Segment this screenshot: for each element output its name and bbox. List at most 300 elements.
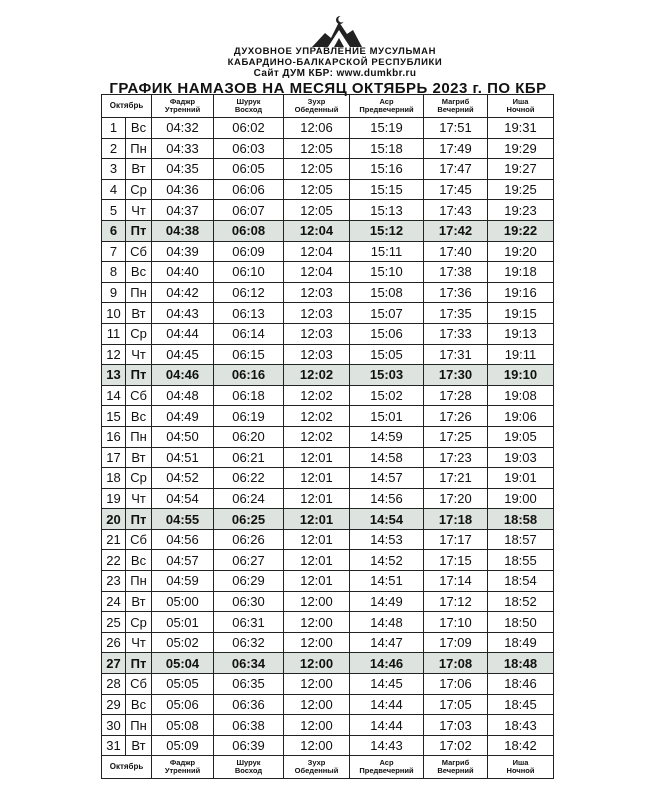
- fajr-time: 04:35: [152, 159, 214, 180]
- table-row: [102, 365, 554, 386]
- weekday: Ср: [126, 179, 152, 200]
- isha-time: 19:00: [488, 488, 554, 509]
- weekday: Пн: [126, 571, 152, 592]
- maghrib-time: 17:20: [424, 488, 488, 509]
- maghrib-time: 17:05: [424, 694, 488, 715]
- shuruk-footer: Шурук Восход: [214, 756, 284, 779]
- asr-time: 14:46: [350, 653, 424, 674]
- isha-time: 19:13: [488, 323, 554, 344]
- isha-time: 18:50: [488, 612, 554, 633]
- maghrib-time: 17:10: [424, 612, 488, 633]
- shuruk-time: 06:29: [214, 571, 284, 592]
- asr-time: 14:52: [350, 550, 424, 571]
- weekday: Пт: [126, 509, 152, 530]
- fajr-time: 05:08: [152, 715, 214, 736]
- weekday: Чт: [126, 344, 152, 365]
- table-row: [102, 241, 554, 262]
- weekday: Пн: [126, 715, 152, 736]
- maghrib-time: 17:02: [424, 735, 488, 756]
- isha-time: 18:48: [488, 653, 554, 674]
- zuhr-time: 12:00: [284, 715, 350, 736]
- weekday: Пн: [126, 282, 152, 303]
- zuhr-time: 12:00: [284, 674, 350, 695]
- isha-time: 19:22: [488, 220, 554, 241]
- maghrib-time: 17:08: [424, 653, 488, 674]
- shuruk-time: 06:25: [214, 509, 284, 530]
- table-row: [102, 323, 554, 344]
- zuhr-time: 12:04: [284, 220, 350, 241]
- fajr-time: 04:54: [152, 488, 214, 509]
- table-row: [102, 385, 554, 406]
- table-row: [102, 303, 554, 324]
- fajr-time: 04:48: [152, 385, 214, 406]
- fajr-time: 05:09: [152, 735, 214, 756]
- table-row: [102, 529, 554, 550]
- zuhr-time: 12:01: [284, 550, 350, 571]
- asr-time: 15:16: [350, 159, 424, 180]
- isha-time: 18:58: [488, 509, 554, 530]
- weekday: Вс: [126, 118, 152, 139]
- fajr-time: 04:51: [152, 447, 214, 468]
- asr-time: 14:44: [350, 715, 424, 736]
- weekday: Сб: [126, 674, 152, 695]
- weekday: Вт: [126, 447, 152, 468]
- maghrib-time: 17:36: [424, 282, 488, 303]
- maghrib-time: 17:14: [424, 571, 488, 592]
- fajr-time: 04:50: [152, 426, 214, 447]
- day-number: 19: [102, 488, 126, 509]
- day-number: 29: [102, 694, 126, 715]
- maghrib-time: 17:25: [424, 426, 488, 447]
- day-number: 17: [102, 447, 126, 468]
- shuruk-time: 06:02: [214, 118, 284, 139]
- zuhr-footer: Зухр Обеденный: [284, 756, 350, 779]
- day-number: 10: [102, 303, 126, 324]
- table-row: [102, 468, 554, 489]
- fajr-header: Фаджр Утренний: [152, 95, 214, 118]
- zuhr-time: 12:01: [284, 509, 350, 530]
- day-number: 28: [102, 674, 126, 695]
- table-row: [102, 571, 554, 592]
- day-number: 20: [102, 509, 126, 530]
- shuruk-time: 06:14: [214, 323, 284, 344]
- weekday: Пт: [126, 365, 152, 386]
- isha-time: 19:25: [488, 179, 554, 200]
- isha-time: 18:46: [488, 674, 554, 695]
- shuruk-time: 06:18: [214, 385, 284, 406]
- fajr-time: 04:42: [152, 282, 214, 303]
- table-row: [102, 406, 554, 427]
- zuhr-time: 12:01: [284, 529, 350, 550]
- isha-time: 19:10: [488, 365, 554, 386]
- isha-time: 18:42: [488, 735, 554, 756]
- maghrib-time: 17:45: [424, 179, 488, 200]
- asr-time: 14:56: [350, 488, 424, 509]
- isha-time: 19:16: [488, 282, 554, 303]
- asr-footer: Аср Предвечерний: [350, 756, 424, 779]
- asr-time: 14:49: [350, 591, 424, 612]
- fajr-time: 05:04: [152, 653, 214, 674]
- zuhr-time: 12:06: [284, 118, 350, 139]
- weekday: Сб: [126, 385, 152, 406]
- asr-time: 14:54: [350, 509, 424, 530]
- asr-time: 15:10: [350, 262, 424, 283]
- isha-time: 19:15: [488, 303, 554, 324]
- shuruk-time: 06:35: [214, 674, 284, 695]
- maghrib-time: 17:06: [424, 674, 488, 695]
- day-number: 15: [102, 406, 126, 427]
- isha-time: 19:05: [488, 426, 554, 447]
- zuhr-time: 12:02: [284, 426, 350, 447]
- zuhr-time: 12:01: [284, 447, 350, 468]
- day-number: 11: [102, 323, 126, 344]
- maghrib-time: 17:15: [424, 550, 488, 571]
- table-row: [102, 694, 554, 715]
- table-row: [102, 447, 554, 468]
- fajr-time: 04:46: [152, 365, 214, 386]
- day-number: 23: [102, 571, 126, 592]
- maghrib-time: 17:43: [424, 200, 488, 221]
- day-number: 30: [102, 715, 126, 736]
- isha-time: 19:27: [488, 159, 554, 180]
- asr-time: 14:57: [350, 468, 424, 489]
- isha-time: 18:57: [488, 529, 554, 550]
- shuruk-time: 06:26: [214, 529, 284, 550]
- asr-time: 14:58: [350, 447, 424, 468]
- day-number: 6: [102, 220, 126, 241]
- maghrib-time: 17:31: [424, 344, 488, 365]
- weekday: Ср: [126, 468, 152, 489]
- zuhr-time: 12:05: [284, 159, 350, 180]
- shuruk-time: 06:13: [214, 303, 284, 324]
- weekday: Ср: [126, 323, 152, 344]
- maghrib-time: 17:18: [424, 509, 488, 530]
- maghrib-time: 17:26: [424, 406, 488, 427]
- table-row: [102, 344, 554, 365]
- asr-time: 15:12: [350, 220, 424, 241]
- weekday: Чт: [126, 632, 152, 653]
- shuruk-time: 06:03: [214, 138, 284, 159]
- asr-time: 14:59: [350, 426, 424, 447]
- weekday: Пт: [126, 653, 152, 674]
- fajr-footer: Фаджр Утренний: [152, 756, 214, 779]
- isha-time: 19:06: [488, 406, 554, 427]
- day-number: 7: [102, 241, 126, 262]
- fajr-time: 04:40: [152, 262, 214, 283]
- fajr-time: 04:36: [152, 179, 214, 200]
- fajr-time: 04:57: [152, 550, 214, 571]
- fajr-time: 04:45: [152, 344, 214, 365]
- day-number: 24: [102, 591, 126, 612]
- maghrib-footer: Магриб Вечерний: [424, 756, 488, 779]
- day-number: 4: [102, 179, 126, 200]
- fajr-time: 04:44: [152, 323, 214, 344]
- asr-time: 15:02: [350, 385, 424, 406]
- zuhr-time: 12:03: [284, 344, 350, 365]
- table-header-row: [102, 95, 554, 118]
- isha-time: 18:52: [488, 591, 554, 612]
- shuruk-time: 06:32: [214, 632, 284, 653]
- isha-time: 19:08: [488, 385, 554, 406]
- zuhr-time: 12:04: [284, 241, 350, 262]
- shuruk-time: 06:22: [214, 468, 284, 489]
- maghrib-time: 17:12: [424, 591, 488, 612]
- shuruk-time: 06:21: [214, 447, 284, 468]
- zuhr-header: Зухр Обеденный: [284, 95, 350, 118]
- zuhr-time: 12:02: [284, 365, 350, 386]
- month-header: Октябрь: [102, 95, 152, 118]
- asr-time: 15:06: [350, 323, 424, 344]
- maghrib-header: Магриб Вечерний: [424, 95, 488, 118]
- month-footer: Октябрь: [102, 756, 152, 779]
- zuhr-time: 12:00: [284, 735, 350, 756]
- shuruk-time: 06:38: [214, 715, 284, 736]
- table-row: [102, 674, 554, 695]
- fajr-time: 04:49: [152, 406, 214, 427]
- asr-time: 15:08: [350, 282, 424, 303]
- weekday: Сб: [126, 529, 152, 550]
- zuhr-time: 12:00: [284, 632, 350, 653]
- shuruk-time: 06:06: [214, 179, 284, 200]
- zuhr-time: 12:02: [284, 385, 350, 406]
- table-row: [102, 591, 554, 612]
- weekday: Вс: [126, 694, 152, 715]
- website-line: Сайт ДУМ КБР: www.dumkbr.ru: [253, 68, 417, 79]
- asr-time: 15:13: [350, 200, 424, 221]
- asr-time: 15:03: [350, 365, 424, 386]
- shuruk-time: 06:39: [214, 735, 284, 756]
- shuruk-time: 06:07: [214, 200, 284, 221]
- maghrib-time: 17:33: [424, 323, 488, 344]
- zuhr-time: 12:00: [284, 612, 350, 633]
- shuruk-time: 06:15: [214, 344, 284, 365]
- zuhr-time: 12:02: [284, 406, 350, 427]
- maghrib-time: 17:03: [424, 715, 488, 736]
- day-number: 25: [102, 612, 126, 633]
- mountain-crescent-logo-icon: [312, 14, 362, 48]
- isha-time: 18:45: [488, 694, 554, 715]
- asr-time: 15:11: [350, 241, 424, 262]
- zuhr-time: 12:00: [284, 694, 350, 715]
- shuruk-time: 06:12: [214, 282, 284, 303]
- isha-time: 18:49: [488, 632, 554, 653]
- table-row: [102, 426, 554, 447]
- fajr-time: 05:01: [152, 612, 214, 633]
- fajr-time: 04:32: [152, 118, 214, 139]
- zuhr-time: 12:00: [284, 653, 350, 674]
- maghrib-time: 17:28: [424, 385, 488, 406]
- day-number: 2: [102, 138, 126, 159]
- shuruk-time: 06:24: [214, 488, 284, 509]
- maghrib-time: 17:47: [424, 159, 488, 180]
- maghrib-time: 17:49: [424, 138, 488, 159]
- weekday: Чт: [126, 488, 152, 509]
- maghrib-time: 17:51: [424, 118, 488, 139]
- asr-time: 14:53: [350, 529, 424, 550]
- fajr-time: 05:05: [152, 674, 214, 695]
- maghrib-time: 17:30: [424, 365, 488, 386]
- weekday: Пт: [126, 220, 152, 241]
- zuhr-time: 12:01: [284, 468, 350, 489]
- prayer-times-table: [101, 94, 554, 779]
- weekday: Вс: [126, 406, 152, 427]
- weekday: Вт: [126, 159, 152, 180]
- asr-time: 15:07: [350, 303, 424, 324]
- table-row: [102, 200, 554, 221]
- shuruk-time: 06:19: [214, 406, 284, 427]
- weekday: Вс: [126, 262, 152, 283]
- day-number: 31: [102, 735, 126, 756]
- table-row: [102, 488, 554, 509]
- table-row: [102, 220, 554, 241]
- maghrib-time: 17:09: [424, 632, 488, 653]
- zuhr-time: 12:04: [284, 262, 350, 283]
- zuhr-time: 12:05: [284, 138, 350, 159]
- table-row: [102, 179, 554, 200]
- asr-time: 15:19: [350, 118, 424, 139]
- zuhr-time: 12:03: [284, 303, 350, 324]
- asr-time: 14:44: [350, 694, 424, 715]
- table-row: [102, 715, 554, 736]
- asr-time: 14:48: [350, 612, 424, 633]
- asr-time: 14:45: [350, 674, 424, 695]
- weekday: Пн: [126, 426, 152, 447]
- asr-time: 15:15: [350, 179, 424, 200]
- shuruk-time: 06:31: [214, 612, 284, 633]
- table-row: [102, 612, 554, 633]
- zuhr-time: 12:05: [284, 200, 350, 221]
- org-name-line1: ДУХОВНОЕ УПРАВЛЕНИЕ МУСУЛЬМАН: [233, 46, 437, 57]
- table-row: [102, 632, 554, 653]
- isha-time: 19:01: [488, 468, 554, 489]
- fajr-time: 04:38: [152, 220, 214, 241]
- asr-time: 15:01: [350, 406, 424, 427]
- day-number: 12: [102, 344, 126, 365]
- weekday: Ср: [126, 612, 152, 633]
- shuruk-time: 06:10: [214, 262, 284, 283]
- isha-time: 19:11: [488, 344, 554, 365]
- fajr-time: 04:52: [152, 468, 214, 489]
- weekday: Вт: [126, 303, 152, 324]
- weekday: Вт: [126, 591, 152, 612]
- asr-time: 15:18: [350, 138, 424, 159]
- day-number: 3: [102, 159, 126, 180]
- maghrib-time: 17:35: [424, 303, 488, 324]
- zuhr-time: 12:01: [284, 488, 350, 509]
- day-number: 1: [102, 118, 126, 139]
- table-row: [102, 262, 554, 283]
- table-row: [102, 735, 554, 756]
- shuruk-time: 06:08: [214, 220, 284, 241]
- day-number: 16: [102, 426, 126, 447]
- table-row: [102, 138, 554, 159]
- maghrib-time: 17:21: [424, 468, 488, 489]
- fajr-time: 04:56: [152, 529, 214, 550]
- shuruk-time: 06:36: [214, 694, 284, 715]
- shuruk-time: 06:09: [214, 241, 284, 262]
- fajr-time: 04:59: [152, 571, 214, 592]
- maghrib-time: 17:42: [424, 220, 488, 241]
- asr-header: Аср Предвечерний: [350, 95, 424, 118]
- asr-time: 15:05: [350, 344, 424, 365]
- org-name-line2: КАБАРДИНО-БАЛКАРСКОЙ РЕСПУБЛИКИ: [227, 57, 443, 68]
- weekday: Вт: [126, 735, 152, 756]
- maghrib-time: 17:17: [424, 529, 488, 550]
- day-number: 21: [102, 529, 126, 550]
- day-number: 22: [102, 550, 126, 571]
- zuhr-time: 12:01: [284, 571, 350, 592]
- table-row: [102, 118, 554, 139]
- fajr-time: 05:02: [152, 632, 214, 653]
- shuruk-header: Шурук Восход: [214, 95, 284, 118]
- zuhr-time: 12:03: [284, 323, 350, 344]
- zuhr-time: 12:05: [284, 179, 350, 200]
- table-row: [102, 550, 554, 571]
- shuruk-time: 06:16: [214, 365, 284, 386]
- day-number: 8: [102, 262, 126, 283]
- shuruk-time: 06:20: [214, 426, 284, 447]
- fajr-time: 05:00: [152, 591, 214, 612]
- table-row: [102, 159, 554, 180]
- day-number: 26: [102, 632, 126, 653]
- isha-time: 19:03: [488, 447, 554, 468]
- isha-time: 19:18: [488, 262, 554, 283]
- table-footer-row: [102, 756, 554, 779]
- fajr-time: 04:33: [152, 138, 214, 159]
- table-row: [102, 509, 554, 530]
- fajr-time: 04:43: [152, 303, 214, 324]
- day-number: 9: [102, 282, 126, 303]
- asr-time: 14:47: [350, 632, 424, 653]
- isha-time: 18:55: [488, 550, 554, 571]
- weekday: Сб: [126, 241, 152, 262]
- shuruk-time: 06:30: [214, 591, 284, 612]
- table-row: [102, 282, 554, 303]
- weekday: Пн: [126, 138, 152, 159]
- day-number: 18: [102, 468, 126, 489]
- maghrib-time: 17:40: [424, 241, 488, 262]
- table-row: [102, 653, 554, 674]
- asr-time: 14:51: [350, 571, 424, 592]
- maghrib-time: 17:38: [424, 262, 488, 283]
- isha-header: Иша Ночной: [488, 95, 554, 118]
- asr-time: 14:43: [350, 735, 424, 756]
- isha-time: 19:29: [488, 138, 554, 159]
- isha-time: 19:23: [488, 200, 554, 221]
- day-number: 14: [102, 385, 126, 406]
- isha-time: 19:31: [488, 118, 554, 139]
- zuhr-time: 12:00: [284, 591, 350, 612]
- isha-time: 18:43: [488, 715, 554, 736]
- fajr-time: 04:39: [152, 241, 214, 262]
- shuruk-time: 06:05: [214, 159, 284, 180]
- day-number: 13: [102, 365, 126, 386]
- page-title: ГРАФИК НАМАЗОВ НА МЕСЯЦ ОКТЯБРЬ 2023 г. ПО КБР: [109, 80, 547, 97]
- shuruk-time: 06:34: [214, 653, 284, 674]
- day-number: 5: [102, 200, 126, 221]
- isha-time: 18:54: [488, 571, 554, 592]
- isha-footer: Иша Ночной: [488, 756, 554, 779]
- fajr-time: 04:55: [152, 509, 214, 530]
- fajr-time: 04:37: [152, 200, 214, 221]
- fajr-time: 05:06: [152, 694, 214, 715]
- isha-time: 19:20: [488, 241, 554, 262]
- zuhr-time: 12:03: [284, 282, 350, 303]
- weekday: Вс: [126, 550, 152, 571]
- maghrib-time: 17:23: [424, 447, 488, 468]
- shuruk-time: 06:27: [214, 550, 284, 571]
- weekday: Чт: [126, 200, 152, 221]
